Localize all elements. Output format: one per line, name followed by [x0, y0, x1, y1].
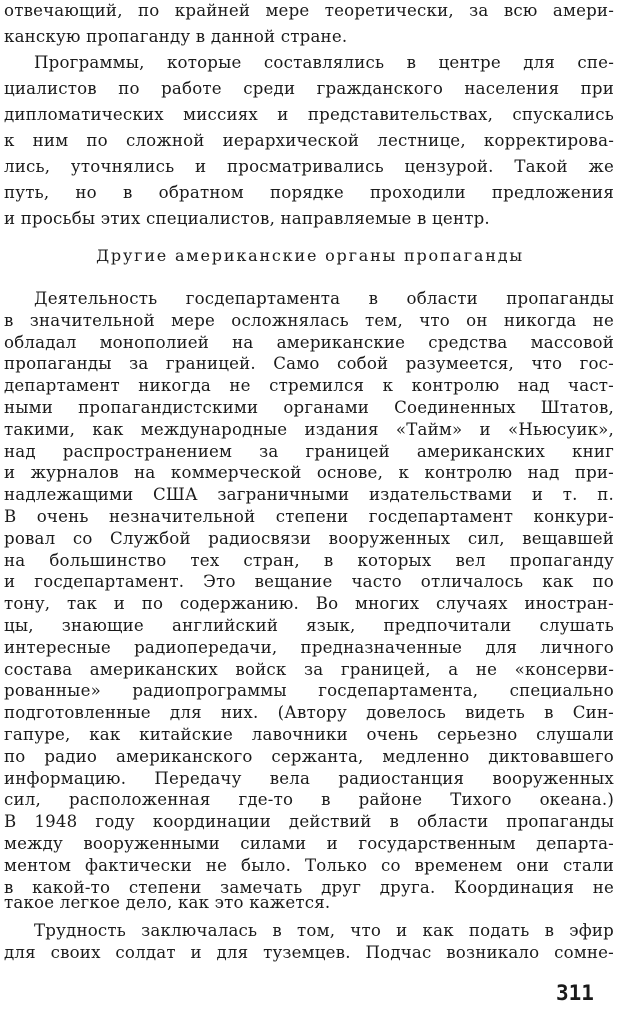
text-line: Программы, которые составлялись в центре для спе-	[34, 53, 614, 72]
text-line: интересные радиопередачи, предназначенные для личного	[4, 637, 614, 657]
text-line: информацию. Передачу вела радиостанция вооруженных	[4, 768, 614, 788]
text-line: путь, но в обратном порядке проходили предложения	[4, 183, 614, 202]
text-line: ровал со Службой радиосвязи вооруженных сил, вещавшей	[4, 528, 614, 548]
text-line: рованные» радиопрограммы госдепартамента, специально	[4, 681, 614, 701]
page-number: 311	[556, 981, 594, 1005]
text-line: и госдепартамент. Это вещание часто отличалось как по	[4, 572, 614, 592]
text-line: Трудность заключалась в том, что и как подать в эфир	[34, 921, 614, 941]
text-line: департамент никогда не стремился к контролю над част-	[4, 376, 614, 396]
text-line: к ним по сложной иерархической лестнице, корректирова-	[4, 131, 614, 150]
text-line: отвечающий, по крайней мере теоретически, за всю амери-	[4, 1, 614, 20]
text-line: и просьбы этих специалистов, направляемые в центр.	[4, 209, 490, 228]
text-line: гапуре, как китайские лавочники очень серьезно слушали	[4, 725, 614, 744]
text-line: на большинство тех стран, в которых вел пропаганду	[4, 550, 614, 570]
text-line: дипломатических миссиях и представительствах, спускались	[4, 105, 614, 124]
text-line: цы, знающие английский язык, предпочитали слушать	[4, 616, 614, 635]
section-heading: Другие американские органы пропаганды	[96, 246, 524, 265]
text-line: циалистов по работе среди гражданского населения при	[4, 79, 614, 98]
text-line: В очень незначительной степени госдепартамент конкури-	[4, 507, 614, 526]
text-line: лись, уточнялись и просматривались цензурой. Такой же	[4, 157, 614, 176]
text-line: надлежащими США заграничными издательствами и т. п.	[4, 485, 614, 505]
text-line: в значительной мере осложнялась тем, что он никогда не	[4, 310, 614, 330]
text-line: такое легкое дело, как это кажется.	[4, 893, 331, 913]
text-line: по радио американского сержанта, медленно диктовавшего	[4, 746, 614, 766]
text-line: тону, так и по содержанию. Во многих случаях иностран-	[4, 594, 614, 614]
text-line: канскую пропаганду в данной стране.	[4, 27, 348, 46]
text-line: ными пропагандистскими органами Соединенных Штатов,	[4, 398, 614, 417]
text-line: обладал монополией на американские средства массовой	[4, 332, 614, 352]
text-line: между вооруженными силами и государственным департа-	[4, 834, 614, 853]
text-line: пропаганды за границей. Само собой разумеется, что гос-	[4, 354, 614, 374]
text-line: над распространением за границей американских книг	[4, 441, 614, 461]
text-line: ментом фактически не было. Только со временем они стали	[4, 855, 614, 875]
text-line: состава американских войск за границей, а не «консерви-	[4, 659, 614, 679]
text-line: и журналов на коммерческой основе, к контролю над при-	[4, 463, 614, 483]
text-line: подготовленные для них. (Автору довелось видеть в Син-	[4, 703, 614, 723]
text-line: в какой-то степени замечать друг друга. Координация не	[4, 877, 614, 897]
text-line: такими, как международные издания «Тайм» и «Ньюсуик»,	[4, 419, 614, 439]
text-line: сил, расположенная где-то в районе Тихого океана.)	[4, 790, 614, 810]
text-line: В 1948 году координации действий в области пропаганды	[4, 812, 614, 832]
text-line: для своих солдат и для туземцев. Подчас возникало сомне-	[4, 943, 614, 962]
text-line: Деятельность госдепартамента в области пропаганды	[34, 289, 614, 308]
